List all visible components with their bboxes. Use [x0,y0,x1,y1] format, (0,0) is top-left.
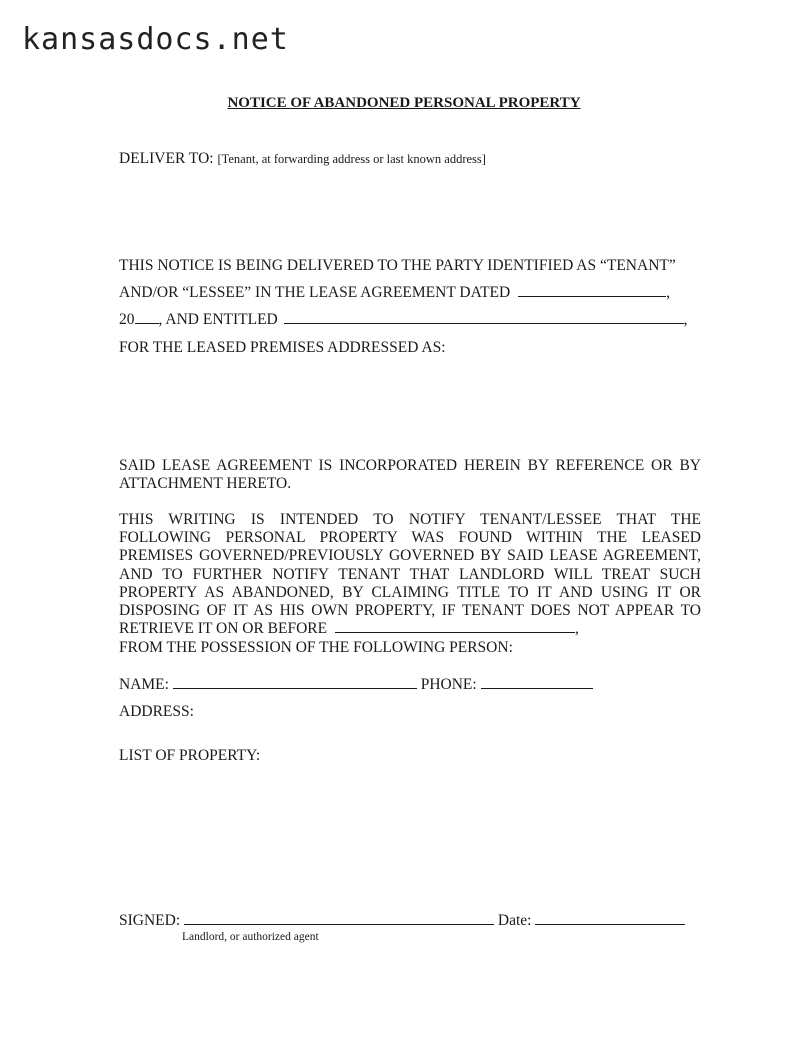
notice-line-3 [119,311,688,329]
deliver-to-hint: [Tenant, at forwarding address or last known address] [217,152,486,166]
deliver-to-label: DELIVER TO: [119,150,214,167]
name-blank[interactable] [173,676,417,689]
comma: , [574,620,579,638]
property-label: LIST OF PROPERTY: [119,747,261,764]
name-phone-line [119,676,593,694]
intent-last-line: FROM THE POSSESSION OF THE FOLLOWING PERSON: [119,639,513,656]
site-watermark: kansasdocs.net [22,22,289,57]
phone-blank[interactable] [481,676,593,689]
retrieve-date-blank[interactable] [335,620,575,633]
entitled-text: , AND ENTITLED [158,311,278,328]
lease-dated-text: AND/OR “LESSEE” IN THE LEASE AGREEMENT DATED [119,284,511,301]
comma: , [683,311,688,328]
notice-line-1: THIS NOTICE IS BEING DELIVERED TO THE PARTY IDENTIFIED AS “TENANT” [119,257,676,274]
comma: , [666,284,670,301]
date-label: Date: [497,912,532,929]
entitled-blank[interactable] [284,311,684,324]
year-blank[interactable] [135,311,159,324]
signature-line [119,912,685,930]
lease-date-blank[interactable] [518,284,666,297]
name-label: NAME: [119,676,169,693]
signature-blank[interactable] [184,912,494,925]
date-blank[interactable] [535,912,685,925]
address-label: ADDRESS: [119,703,194,720]
document-title: NOTICE OF ABANDONED PERSONAL PROPERTY [227,95,581,111]
phone-label: PHONE: [420,676,477,693]
year-prefix: 20 [119,311,135,328]
incorporated-paragraph: SAID LEASE AGREEMENT IS INCORPORATED HEREIN BY REFERENCE OR BY ATTACHMENT HERETO. [119,457,701,493]
intent-paragraph [119,511,701,638]
deliver-to-line [119,150,486,168]
signed-label: SIGNED: [119,912,181,929]
notice-line-4: FOR THE LEASED PREMISES ADDRESSED AS: [119,339,446,356]
signer-caption: Landlord, or authorized agent [182,931,319,943]
notice-line-2 [119,284,670,302]
intent-body: THIS WRITING IS INTENDED TO NOTIFY TENANT/LESSEE THAT THE FOLLOWING PERSONAL PROPERTY WAS FOUND WITHIN THE LEASED PREMISES GOVERNED/PREVIOUSLY GOVERNED BY SAID LEASE AGREEMENT, AND TO FURTHER NOTIFY TENANT THAT LANDLORD WILL TREAT SUCH PROPERTY AS ABANDONED, BY CLAIMING TITLE TO IT AND USING IT OR DISPOSING OF IT AS HIS OWN PROPERTY, IF TENANT DOES NOT APPEAR TO RETRIEVE IT ON OR BEFORE [119,511,701,638]
